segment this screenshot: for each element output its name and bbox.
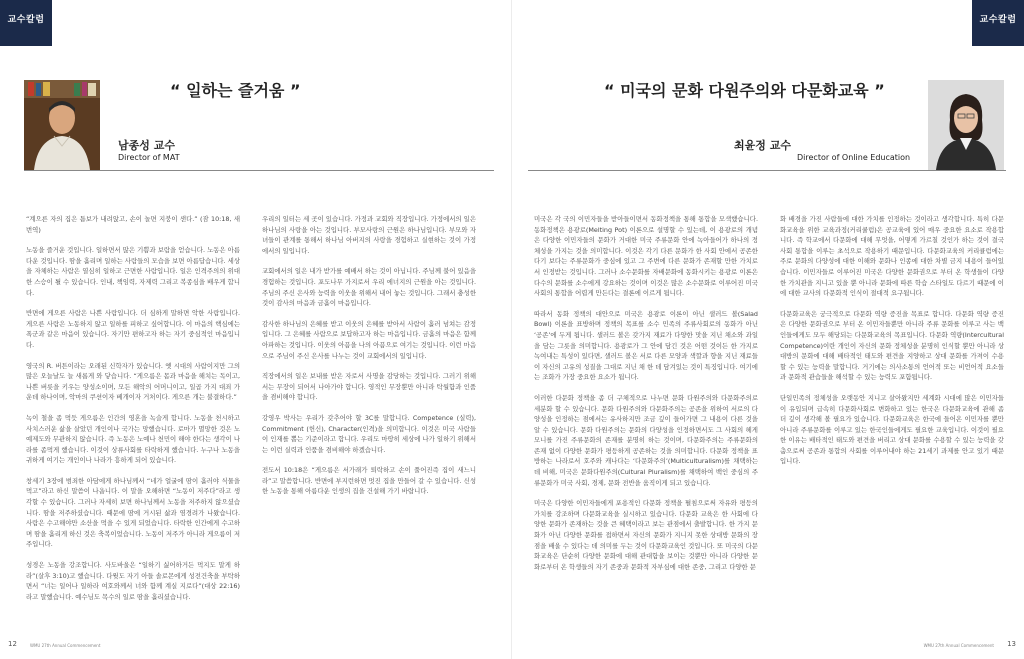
paragraph: 화 배경을 가진 사람들에 대한 가치를 인정하는 것이라고 생각합니다. 특히 다문화교육을 위한 교육과정(커리큘럼)은 공교육에 있어 매우 중요한 요소로 작용합니다. 즉 학교에서 다문화에 대해 무엇을, 어떻게 가르칠 것인가 하는 것이 결국 사회 통합을 이루는 초석으로 작용하기 때문입니다. 다문화교육의 커리큘럼에는 주로 문화의 다양성에 대한 이해와 문화나 인종에 대한 차별 금지 내용이 들어있습니다. 이민자들로 이루어진 미국은 다양한 문화권으로 부터 온 학생들이 다양한 가치관을 지니고 있을 뿐 아니라 문화에 따른 학습 스타일도 다르기 때문에 이에 대한 교사의 다문화적 인식이 절대적 요구됩니다. — [780, 215, 1004, 298]
page-number: 12 — [8, 640, 17, 648]
paragraph: 전도서 10:18은 “게으름은 서가래가 퇴락하고 손이 풀어진즉 집이 새느니라”고 말씀합니다. 반면에 부지런하면 멋진 집을 만들어 갈 수 있습니다. 신성한 노동을 통해 아름다운 인생의 집을 건설해 가기 바랍니다. — [262, 466, 476, 496]
author-name: 최윤정 교수 — [734, 139, 791, 152]
paragraph: 감사한 하나님의 은혜를 받고 이웃의 은혜를 받아서 사람이 흘러 넘쳐는 감정입니다. 그 은혜를 사람으로 보답하고자 하는 마음입니다. 금흘의 마음은 함께 아파하는 것입니다. 이웃의 아픔을 나의 아픔으로 여기는 것입니다. 이런 마음으로 주님이 주신 은사를 나누는 것이 교회에서의 일입니다. — [262, 319, 476, 360]
column-tab-left — [0, 0, 52, 46]
tab-label: 교수칼럼 — [979, 15, 1017, 25]
paragraph: 반면에 게으른 사람은 나쁜 사람입니다. 더 심하게 말하면 악한 사람입니다. 게으른 사람은 노동하지 않고 일하를 피하고 싶어합니다. 이 마음의 핵심에는 폭군과 같은 마음이 있습니다. 자기만 편하고자 하는 자기 중심적인 마음입니다. — [26, 309, 240, 349]
paragraph: “계으른 자의 집은 틈보가 내려앉고, 손이 놀면 지붕이 샌다.” (잠 10:18, 새번역) — [26, 215, 240, 234]
author-role: Director of MAT — [118, 153, 180, 162]
portrait-image — [928, 80, 1004, 170]
column-tab-right — [972, 0, 1024, 46]
paragraph: 따라서 동화 정책의 대안으로 미국은 용광로 이론이 아닌 샐러드 볼(Salad Bowl) 이론을 표방하며 정책의 목표를 소수 민족의 주류사회로의 동화가 아닌 ‘공존’에 두게 됩니다. 샐러드 볼은 갖가지 재료가 다양한 맛을 지닌 채소와 과일을 담는 그릇을 의미합니다. 용광로가 그 안에 담긴 것은 어떤 것이든 한 가지로 녹여내는 특성이 있다면, 샐러드 볼은 서로 다른 모양과 색깔과 향을 지닌 재료들이 자신의 고유의 성질을 그대로 지닌 채 한 데 담겨있는 것이 특징입니다. 여기에는 조화가 가장 중요한 요소가 됩니다. — [534, 309, 758, 382]
header-rule — [528, 170, 1006, 171]
right-page — [512, 0, 1024, 659]
page-number: 13 — [1007, 640, 1016, 648]
author-photo — [24, 80, 100, 170]
paragraph: 영국의 R. 버튼이라는 오래된 신학자가 있습니다. 옛 시대의 사람이지만 그의 많은 오늘날도 늘 새롭게 와 닿습니다. “게으름은 몸과 마음을 해치는 독이고, 나쁜 버릇을 키우는 양성소이며, 모든 해악의 어머니이고, 일곱 가지 대죄 가운데 하나이며, 악마의 쿠션이자 베개이자 거처이다. 게으른 개는 불결하다.” — [26, 361, 240, 402]
author-role: Director of Online Education — [797, 153, 911, 162]
paragraph: 직장에서의 일은 보내를 받은 자로서 사명을 감당하는 것입니다. 그러기 위해서는 무장이 되어서 나아가야 합니다. 영적인 무장뿐만 아니라 탁월함과 인품을 겸비해야 합니다. — [262, 372, 476, 402]
paragraph: 미국은 각 국의 이민자들을 받아들이면서 동화정책을 통해 통합을 모색했습니다. 동화정책은 용광로(Melting Pot) 이론으로 설명할 수 있는데, 이 용광로의 개념은 다양한 이민자들의 문화가 거대한 미국 주류문화 안에 녹아들어가 하나의 정체성을 가지는 것을 의미합니다. 이것은 각기 다른 문화가 한 사회 안에서 공존한다기 보다는 주류문화가 중심에 있고 그 주변에 다른 문화가 존재할 만한 가치로서 인정받는 것입니다. 그러나 소수문화를 자배문화에 동화시키는 용광로 이론은 다수의 문화를 소수에게 강요하는 것이며 이것은 많은 소수문화로 이루어진 미국 사회의 통합을 어렵게 만든다는 결론에 이르게 됩니다. — [534, 215, 758, 298]
footer-caption: WMU 27th Annual Commencement — [30, 643, 101, 648]
paragraph: 녹이 철을 좀 먹듯 게으름은 인간의 영혼을 녹슬게 합니다. 노동을 천시하고 사치스러운 삶을 살았던 개인이나 국가는 망했습니다. 로마가 멸망한 것은 노예제도와 무관하지 않습니다. 즉 노동은 노예나 천민이 해야 한다는 생각이 나라를 좀먹게 했습니다. 이것이 상류사회를 타락하게 했습니다. 누구나 노동을 귀하게 여기는 개인이나 나라가 흥하게 되어 있습니다. — [26, 413, 240, 465]
paragraph: 창세기 3장에 범죄한 아담에게 하나님께서 “네가 얼굴에 땀이 흘러야 식물을 먹고”라고 하신 말씀이 나옵니다. 이 말을 오해하면 “노동이 저주다”라고 생각할 수 있습니다. 그러나 자세히 보면 하나님께서 노동을 저주하지 않으셨습니다. 땀을 저주하셨습니다. 때문에 땀에 거시된 삶과 염경려가 나왔습니다. 사람은 수고해야만 소산을 먹을 수 있게 되었습니다. 타락한 인간에게 수고하며 땀을 흘리게 하신 것은 축복이었습니다. 노동이 저주가 아니라 게으름이 저주입니다. — [26, 476, 240, 549]
footer-caption: WMU 27th Annual Commencement — [923, 643, 994, 648]
body-column-1 — [26, 214, 240, 612]
article-title: “ 일하는 즐거움 ” — [170, 81, 301, 100]
portrait-image — [24, 80, 100, 170]
header-rule — [24, 170, 494, 171]
paragraph: 우리의 일터는 세 곳이 있습니다. 가정과 교회와 직장입니다. 가정에서의 일은 하나님의 사랑을 아는 것입니다. 부모사랑의 근원은 하나님입니다. 부모와 자녀들이 관계를 통해서 하나님 아버지의 사랑을 경험하고 실현하는 것이 가정에서의 일입니다. — [262, 215, 476, 255]
author-name: 남종성 교수 — [118, 139, 175, 152]
paragraph: 다문화교육은 궁극적으로 다문화 역량 증진을 목표로 합니다. 다문화 역량 증진은 다양한 문화권으로 부터 온 이민자들뿐만 아니라 주류 문화를 이루고 사는 백인들에게도 모두 해당되는 다문화교육의 목표입니다. 다문화 역량(Intercultural Competence)이란 개인이 자신의 문화 정체성을 분명히 인식할 뿐만 아니라 상대방의 문화에 대해 배타적인 태도와 편견을 지양하고 상대 문화를 가져이 수용할 수 있는 능력을 말합니다. 거기에는 의사소통의 언어적 또는 비언어적 요소들과 문화적 관습들을 해석할 수 있는 능력도 포함됩니다. — [780, 309, 1004, 382]
body-column-2 — [262, 214, 476, 507]
paragraph: 이러한 다문화 정책을 좀 더 구체적으로 나누면 문화 다원주의와 다문화주의로 세분화 할 수 있습니다. 문화 다원주의와 다문화주의는 공존을 위하여 서로의 다양성을 인정하는 점에서는 유사하지만 조금 깊이 들어가면 그 내용이 다른 것을 알 수 있습니다. 문화 다원주의는 문화의 다양성을 인정하면서도 그 사회의 헤게모니를 가진 주류문화의 존재를 분명히 하는 것이며, 다문화주의는 주류문화의 존재 없이 다양한 문화가 평등하게 공존하는 것을 의미합니다. 다문화 정책을 표방하는 나라로서 호주와 캐나다는 ‘다문화주의’(Multiculturalism)를 채택하는 데 비해, 미국은 문화다원주의(Cultural Pluralism)를 채택하여 백인 중심의 주류문화가 미국 사회, 경제, 문화 전반을 움직이게 되고 있습니다. — [534, 393, 758, 487]
body-column-1 — [534, 214, 758, 582]
tab-label: 교수칼럼 — [7, 15, 45, 25]
body-column-2 — [780, 214, 1004, 477]
paragraph: 노동을 즐거운 것입니다. 일하면서 많은 기쁨과 보람을 얻습니다. 노동은 아름다운 것입니다. 땀을 흘리며 일하는 사람들의 모습을 보면 아름답습니다. 세상을 자체하는 사람은 열심히 일하고 근면한 사람입니다. 일은 인격주의의 위대한 스승이 될 수 있습니다. 인내, 책임력, 자제력 그리고 복종심을 배우게 합니다. — [26, 246, 240, 297]
author-photo — [928, 80, 1004, 170]
paragraph: 교회에서의 일은 내가 받가를 예배서 하는 것이 아닙니다. 주님께 불어 있음을 경험하는 것입니다. 포도나무 가지로서 우리 에너지의 근원을 아는 것입니다. 주님의 주신 은사와 능력을 이웃을 위해서 내어 놓는 것입니다. 그래서 충성한 것이 감사의 마음과 금흘이 마음입니다. — [262, 267, 476, 308]
paragraph: 강영우 박사는 우리가 갖추어야 할 3C를 말합니다. Competence (실력), Commitment (헌신), Character(인격)을 의미합니다. 이것은 미국 사람들이 인재를 뽑는 기준이라고 합니다. 우리도 마땅히 세상에 나가 일하기 위해서는 이런 실력과 인품을 겸비해야 하겠습니다. — [262, 413, 476, 454]
paragraph: 성경은 노동을 강조합니다. 사도바울은 “일하기 싫어하거든 먹지도 말게 하라”(살후 3:10)고 했습니다. 다윗도 자기 아들 솔로몬에게 성전건축을 부탁하면서 “너는 일어나 일하라 여호와께서 너와 함께 계실 지로다”(대상 22:16)라고 말했습니다. 예수님도 목수의 일로 땀을 흘리셨습니다. — [26, 561, 240, 601]
paragraph: 단일민족의 정체성을 오랫동안 지니고 살아왔지만 세계화 시대에 많은 이민자들이 유입되며 급속히 다문화사회로 변화하고 있는 한국은 다문화교육에 관해 좀 더 깊이 생각해 볼 필요가 있습니다. 다문화교육은 한국에 들어온 이민자를 뿐만 아니라 주류문화를 이루고 있는 한국인들에게도 필요한 교육입니다. 이것이 필요한 이유는 배타적인 태도와 편견을 버리고 상대 문화를 수용할 수 있는 능력을 갖춤으로써 공존과 통합의 사회를 이루어내야 하는 21세기 과제를 안고 있기 때문입니다. — [780, 393, 1004, 466]
article-title: “ 미국의 문화 다원주의와 다문화교육 ” — [604, 81, 885, 100]
paragraph: 미국은 다양한 이민자들에게 포용적인 다문화 정책을 펼침으로써 자유와 평등의 가치를 강조하며 다문화교육을 실시하고 있습니다. 다문화 교육은 한 사회에 다양한 문화가 존재하는 것을 큰 혜택이라고 보는 관점에서 출발합니다. 한 가지 문화가 아닌 다양한 문화를 접하면서 자신의 문화가 지니지 못한 상대방 문화의 장점을 배울 수 있다는 데 의미를 두는 것이 다문화교육인 것입니다. 또 미국의 다문화교육은 단순히 다양한 문화에 대해 관대함을 보이는 것뿐만 아니라 다양한 문화로부터 온 학생들의 자기 존중과 문화적 자부심에 대한 존중, 그리고 다양한 문 — [534, 499, 758, 571]
